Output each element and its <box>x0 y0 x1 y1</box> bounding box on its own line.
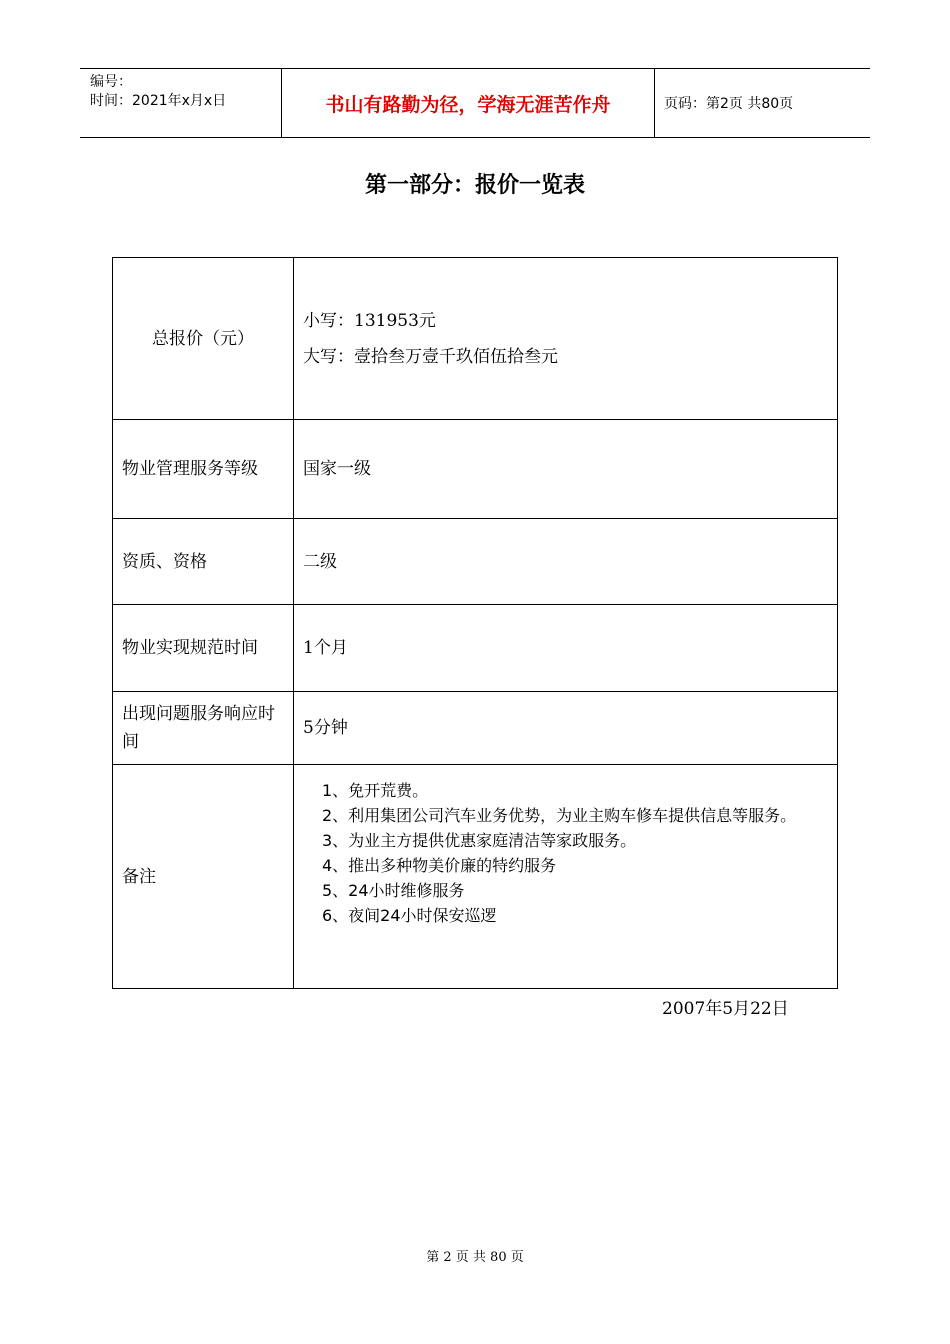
standard-time-value: 1个月 <box>294 605 838 692</box>
number-label: 编号： <box>90 74 132 90</box>
remark-item-6: 6、夜间24小时保安巡逻 <box>322 906 497 925</box>
header-page-info: 页码：第2页 共80页 <box>664 96 794 112</box>
page-header <box>80 68 870 138</box>
response-time-label: 出现问题服务响应时间 <box>113 692 294 765</box>
table-row <box>113 692 838 765</box>
remark-item-5: 5、24小时维修服务 <box>322 881 465 900</box>
table-row <box>113 420 838 519</box>
quotation-table <box>112 257 838 989</box>
service-level-label: 物业管理服务等级 <box>113 420 294 519</box>
qualification-label: 资质、资格 <box>113 519 294 605</box>
remark-item-4: 4、推出多种物美价廉的特约服务 <box>322 856 557 875</box>
total-price-value <box>294 258 838 420</box>
remark-item-3: 3、为业主方提供优惠家庭清洁等家政服务。 <box>322 831 637 850</box>
total-price-small: 小写：131953元 <box>303 310 436 331</box>
remarks-value <box>294 765 838 989</box>
table-row <box>113 519 838 605</box>
qualification-value: 二级 <box>294 519 838 605</box>
table-row <box>113 765 838 989</box>
standard-time-label: 物业实现规范时间 <box>113 605 294 692</box>
service-level-value: 国家一级 <box>294 420 838 519</box>
response-time-value: 5分钟 <box>294 692 838 765</box>
total-price-label: 总报价（元） <box>113 258 294 420</box>
remark-item-2: 2、利用集团公司汽车业务优势，为业主购车修车提供信息等服务。 <box>322 806 797 825</box>
remarks-label: 备注 <box>113 765 294 989</box>
time-label: 时间：2021年x月x日 <box>90 93 227 109</box>
document-title: 第一部分：报价一览表 <box>364 173 585 198</box>
total-price-big: 大写：壹拾叁万壹千玖佰伍拾叁元 <box>303 346 558 367</box>
page-footer: 第 2 页 共 80 页 <box>426 1250 524 1265</box>
document-date: 2007年5月22日 <box>662 999 789 1019</box>
remarks-list <box>303 778 828 928</box>
table-row <box>113 605 838 692</box>
header-motto: 书山有路勤为径，学海无涯苦作舟 <box>282 69 655 137</box>
table-row <box>113 258 838 420</box>
remark-item-1: 1、免开荒费。 <box>322 781 429 800</box>
header-meta-cell <box>80 69 282 137</box>
